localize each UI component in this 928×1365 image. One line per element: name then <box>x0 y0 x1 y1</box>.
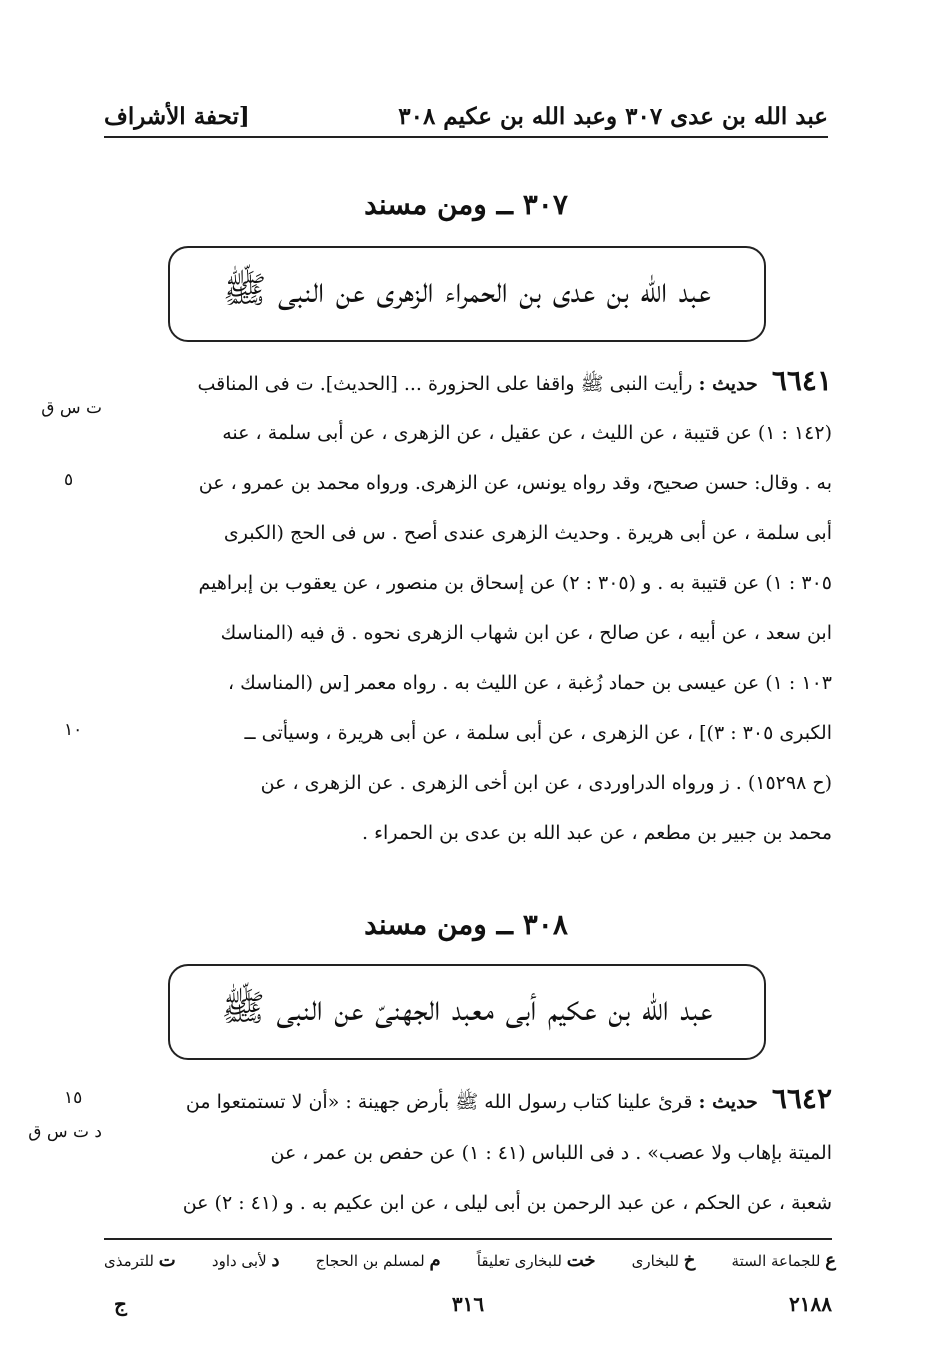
line-number-15: ١٥ <box>64 1088 83 1108</box>
sigla-meaning: للبخارى <box>631 1252 679 1270</box>
hadith-lead: حديث : <box>698 373 758 395</box>
sigla-letter: م <box>429 1250 441 1271</box>
sigla-6642: د ت س ق <box>28 1122 102 1142</box>
hadith-6642 <box>104 1084 832 1224</box>
page-footer <box>104 1292 832 1322</box>
signature-mark: ج <box>114 1292 127 1316</box>
musnad-title-box-308 <box>168 964 766 1060</box>
sigla-meaning: للجماعة الستة <box>731 1252 821 1270</box>
sigla-letter: ع <box>825 1250 836 1271</box>
hadith-line: شعبة ، عن الحكم ، عن عبد الرحمن بن أبى ليلى ، عن ابن عكيم به . و (٤١ : ٢) عن <box>182 1192 832 1214</box>
running-header-title: عبد الله بن عدى ٣٠٧ وعبد الله بن عكيم ٣٠٨ <box>398 102 828 130</box>
sigla-key <box>104 1244 836 1278</box>
hadith-line: به . وقال: حسن صحيح، وقد رواه يونس، عن الزهرى. ورواه محمد بن عمرو ، عن <box>198 472 832 494</box>
sigla-key-item <box>104 1244 176 1278</box>
hadith-line: الكبرى ٣٠٥ : ٣)] ، عن الزهرى ، عن أبى سلمة ، عن أبى هريرة ، وسيأتى ــ <box>244 722 832 744</box>
sigla-letter: خ <box>683 1250 696 1271</box>
hadith-line: الميتة بإهاب ولا عصب» . د فى اللباس (٤١ : ١) عن حفص بن عمر ، عن <box>270 1142 832 1164</box>
sigla-6641: ت س ق <box>41 398 102 418</box>
hadith-line: ١٠٣ : ١) عن عيسى بن حماد زُغبة ، عن الليث به . رواه معمر [س (المناسك ، <box>227 672 832 694</box>
line-number-10: ١٠ <box>64 720 83 740</box>
line-number-5: ٥ <box>64 470 74 490</box>
hadith-line: محمد بن جبير بن مطعم ، عن عبد الله بن عدى بن الحمراء . <box>362 822 832 844</box>
hadith-line: أبى سلمة ، عن أبى هريرة . وحديث الزهرى عندى أصح . س فى الحج (الكبرى <box>223 522 832 544</box>
sigla-key-item <box>212 1244 280 1278</box>
hadith-line <box>104 1084 832 1114</box>
hadith-line: (ح ١٥٢٩٨) . ز ورواه الدراوردى ، عن ابن أخى الزهرى . عن الزهرى ، عن <box>260 772 832 794</box>
footnote-rule <box>104 1238 832 1240</box>
sigla-key-item <box>316 1244 441 1278</box>
hadith-text: قرئ علينا كتاب رسول الله ﷺ بأرض جهينة : «أن لا تستمتعوا من <box>185 1091 693 1113</box>
hadith-text: رأيت النبى ﷺ واقفا على الحزورة ... [الحديث]. ت فى المناقب <box>197 373 693 395</box>
sigla-key-item <box>732 1244 836 1278</box>
hadith-6641 <box>104 366 832 866</box>
musnad-title-308: عبد الله بن عكيم أبى معبد الجهنىّ عن النبى ﷺ <box>221 988 713 1029</box>
sigla-letter: د <box>271 1250 280 1271</box>
hadith-line: ٣٠٥ : ١) عن قتيبة به . و (٣٠٥ : ٢) عن إسحاق بن منصور ، عن يعقوب بن إبراهيم <box>198 572 832 594</box>
sigla-key-item <box>477 1244 596 1278</box>
hadith-line: (١٤٢ : ١) عن قتيبة ، عن الليث ، عن عقيل ، عن الزهرى ، عن أبى سلمة ، عنه <box>222 422 832 444</box>
hadith-number: ٦٦٤١ <box>771 364 832 397</box>
sigla-meaning: لأبى داود <box>211 1252 267 1270</box>
hadith-lead: حديث : <box>698 1091 758 1113</box>
section-heading-308: ٣٠٨ ــ ومن مسند <box>364 908 568 941</box>
hadith-line: ابن سعد ، عن أبيه ، عن صالح ، عن ابن شهاب الزهرى نحوه . ق فيه (المناسك <box>220 622 832 644</box>
page-number: ٣١٦ <box>451 1292 485 1316</box>
sigla-letter: ت <box>158 1250 176 1271</box>
musnad-title-307: عبد الله بن عدى بن الحمراء الزهرى عن النبى ﷺ <box>222 270 712 311</box>
hadith-line <box>104 366 832 396</box>
volume-page-number: ٢١٨٨ <box>789 1292 832 1316</box>
sigla-meaning: لمسلم بن الحجاج <box>315 1252 425 1270</box>
sigla-meaning: للترمذى <box>104 1252 154 1270</box>
sigla-meaning: للبخارى تعليقاً <box>476 1252 562 1270</box>
running-header <box>104 96 828 138</box>
sigla-key-item <box>632 1244 696 1278</box>
sigla-letter: خت <box>566 1250 596 1271</box>
running-header-book: [تحفة الأشراف <box>104 102 250 130</box>
musnad-title-box-307 <box>168 246 766 342</box>
section-heading-307: ٣٠٧ ــ ومن مسند <box>364 188 568 221</box>
hadith-number: ٦٦٤٢ <box>771 1082 832 1115</box>
